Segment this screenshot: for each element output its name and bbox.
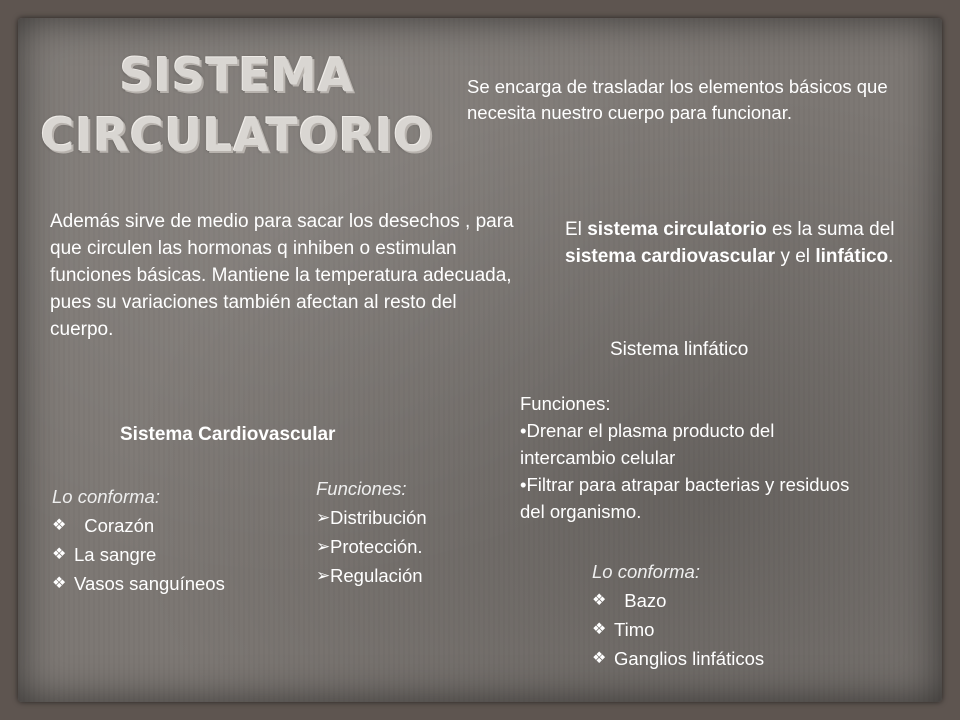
four-diamond-bullet-icon: ❖ [592,592,607,609]
four-diamond-bullet-icon: ❖ [592,621,607,638]
list-item: ➢ Regulación [316,561,516,590]
arrowhead-bullet-icon: ➢ [316,566,331,585]
list-item: ❖ Corazón [52,511,302,540]
linfatico-conforma-label: Lo conforma: [592,561,700,582]
definition-bold: sistema circulatorio [587,219,767,240]
arrowhead-bullet-icon: ➢ [316,537,331,556]
definition-part: es la suma del [766,219,895,240]
list-item: ➢ Protección. [316,532,516,561]
linfatico-funciones [520,390,860,525]
definition-text [565,216,905,270]
definition-part: . [888,246,894,267]
definition-bold: sistema cardiovascular [565,246,776,267]
list-item: ❖ Ganglios linfáticos [592,644,842,673]
cardiovascular-heading: Sistema Cardiovascular [120,424,336,445]
linfatico-conforma [592,557,842,673]
four-diamond-bullet-icon: ❖ [52,575,67,592]
list-item: •Filtrar para atrapar bacterias y residuos del organismo. [520,474,850,522]
definition-part: y el [775,246,816,267]
title-line-1: SISTEMA [119,48,355,102]
cardiovascular-funciones-label: Funciones: [316,478,407,499]
four-diamond-bullet-icon: ❖ [52,517,67,534]
cardiovascular-funciones [316,474,516,590]
arrowhead-bullet-icon: ➢ [316,508,331,527]
definition-part: El [565,219,588,240]
list-item: ❖ Vasos sanguíneos [52,569,302,598]
four-diamond-bullet-icon: ❖ [52,546,67,563]
list-item: ❖ Timo [592,615,842,644]
list-item: ➢ Distribución [316,503,516,532]
page-title [22,45,452,165]
list-item: ❖ La sangre [52,540,302,569]
four-diamond-bullet-icon: ❖ [592,650,607,667]
description-text: Además sirve de medio para sacar los desechos , para que circulen las hormonas q inhiben o estimulan funciones básicas. Mantiene la temperatura adecuada, pues su variaciones también afectan al resto del cuerpo. [50,211,514,340]
title-line-2: CIRCULATORIO [40,108,434,162]
cardiovascular-conforma-label: Lo conforma: [52,486,160,507]
list-item: •Drenar el plasma producto del intercambio celular [520,420,775,468]
list-item: ❖ Bazo [592,586,842,615]
intro-text: Se encarga de trasladar los elementos básicos que necesita nuestro cuerpo para funcionar. [467,76,888,123]
cardiovascular-conforma [52,482,302,598]
linfatico-heading: Sistema linfático [610,339,749,360]
linfatico-funciones-label: Funciones: [520,393,611,414]
definition-bold: linfático [815,246,889,267]
